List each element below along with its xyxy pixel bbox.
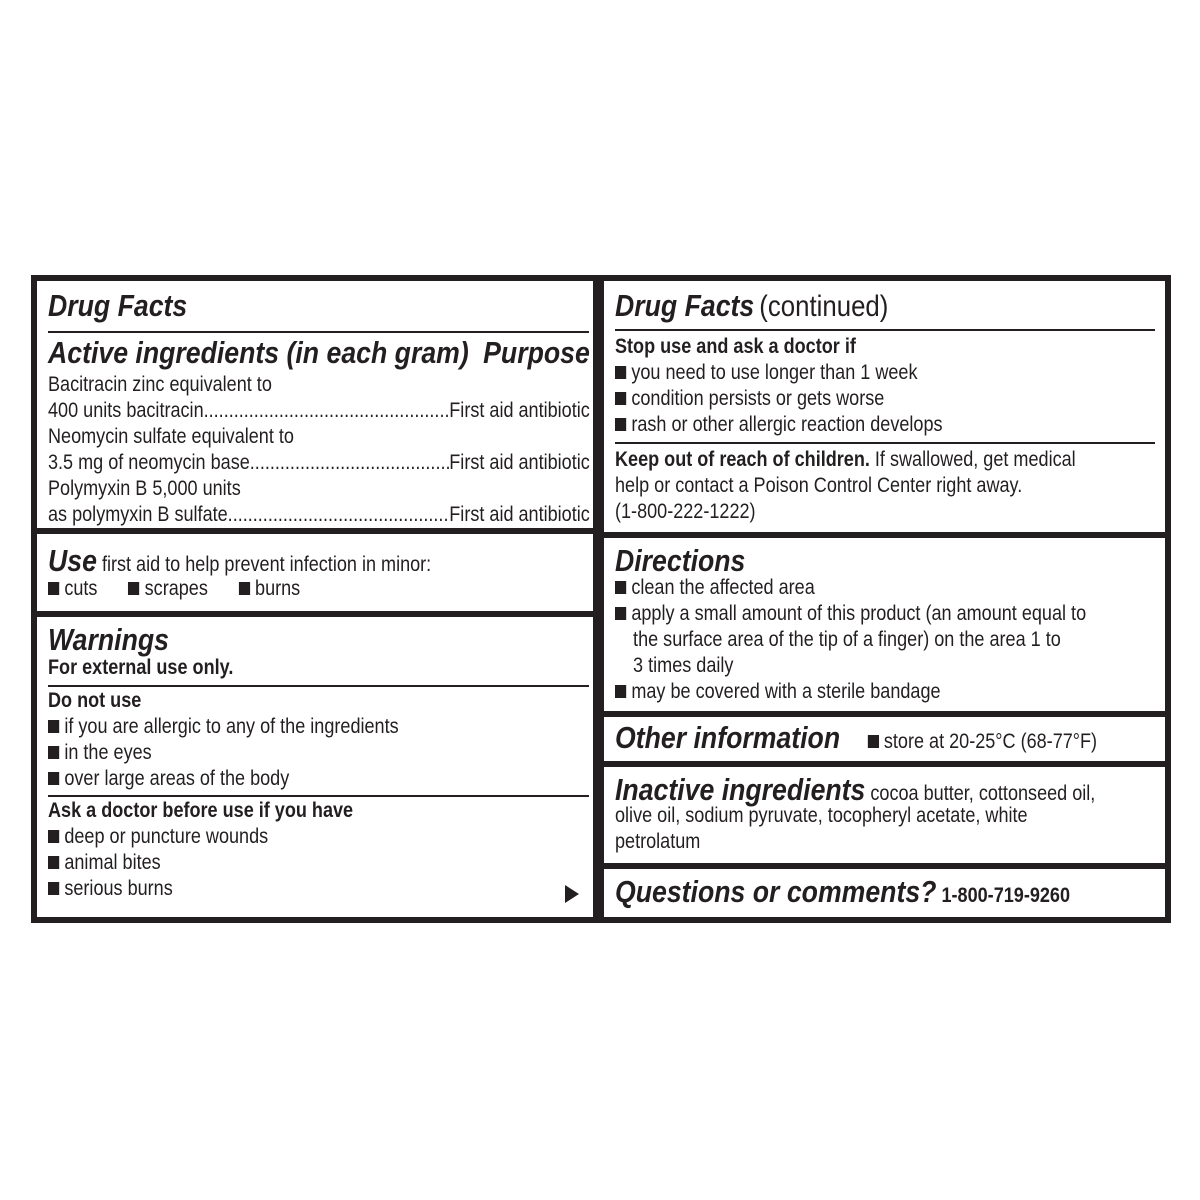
inactive-text: cocoa butter, cottonseed oil, [870,782,1096,805]
bullet-square-icon [128,582,139,595]
list-item: condition persists or gets worse [615,386,1157,412]
inactive-ingredients-heading: Inactive ingredients [615,772,866,807]
poison-control-phone: (1-800-222-1222) [615,500,756,523]
ingredient-row [48,398,590,424]
ingredient-line: Polymyxin B 5,000 units [48,477,241,500]
list-item: rash or other allergic reaction develops [615,412,1157,438]
directions-panel [604,538,1165,711]
other-info-panel [604,717,1165,761]
ask-doctor-heading: Ask a doctor before use if you have [48,799,354,822]
ingredient-purpose: First aid antibiotic [449,451,590,474]
directions-heading: Directions [615,543,746,578]
ingredient-amount: as polymyxin B sulfate [48,503,228,526]
list-item: apply a small amount of this product (an amount equal to the surface area of the tip of a finger) on the area 1 to 3 times daily [615,601,1157,679]
bullet-square-icon [48,772,59,785]
use-panel [37,534,593,611]
use-item: cuts [48,577,97,600]
stop-use-heading: Stop use and ask a doctor if [615,335,856,358]
use-item: scrapes [128,577,208,600]
bullet-square-icon [48,582,59,595]
list-item: you need to use longer than 1 week [615,360,1157,386]
bullet-square-icon [615,607,626,620]
inactive-ingredients-panel [604,767,1165,863]
divider [615,442,1155,444]
list-item: animal bites [48,850,590,876]
drug-facts-label [31,275,1171,923]
questions-phone: 1-800-719-9260 [941,884,1071,907]
active-ingredients-panel [37,281,593,528]
ingredient-line: Neomycin sulfate equivalent to [48,425,294,448]
other-info-heading: Other information [615,720,841,755]
list-item: clean the affected area [615,575,1157,601]
stop-use-panel [604,281,1165,532]
use-heading: Use [48,543,97,578]
bullet-square-icon [615,685,626,698]
warnings-panel [37,617,593,917]
continued-suffix: (continued) [759,290,889,323]
bullet-square-icon [48,830,59,843]
active-ingredients-heading: Active ingredients (in each gram) [48,335,469,370]
continued-arrow-icon [565,885,579,903]
ingredient-purpose: First aid antibiotic [449,399,590,422]
ingredient-list [48,372,590,528]
bullet-square-icon [615,366,626,379]
bullet-square-icon [239,582,250,595]
drug-facts-title: Drug Facts [48,288,188,323]
list-item: if you are allergic to any of the ingredients [48,714,590,740]
list-item: in the eyes [48,740,590,766]
use-text: first aid to help prevent infection in minor: [101,553,432,576]
ingredient-amount: 3.5 mg of neomycin base [48,451,250,474]
divider [48,331,589,333]
bullet-square-icon [48,746,59,759]
bullet-square-icon [615,392,626,405]
list-item: serious burns [48,876,590,902]
keep-out-heading: Keep out of reach of children. [615,448,870,471]
divider [48,685,589,687]
ingredient-row [48,450,590,476]
bullet-square-icon [48,856,59,869]
inactive-text: olive oil, sodium pyruvate, tocopheryl acetate, white [615,804,1028,827]
keep-out-text: help or contact a Poison Control Center right away. [615,474,1023,497]
divider [615,329,1155,331]
list-item: deep or puncture wounds [48,824,590,850]
inactive-text: petrolatum [615,830,701,853]
warnings-heading: Warnings [48,622,169,657]
keep-out-text: If swallowed, get medical [874,448,1076,471]
leader-dots [250,450,449,476]
bullet-square-icon [615,418,626,431]
list-item: over large areas of the body [48,766,590,792]
other-info-item: store at 20-25°C (68-77°F) [868,730,1098,753]
questions-heading: Questions or comments? [615,874,937,909]
use-item: burns [239,577,301,600]
ingredient-line: Bacitracin zinc equivalent to [48,373,272,396]
divider [48,795,589,797]
bullet-square-icon [48,720,59,733]
ingredient-row [48,502,590,528]
list-item: may be covered with a sterile bandage [615,679,1157,705]
do-not-use-heading: Do not use [48,689,142,712]
questions-panel [604,869,1165,917]
leader-dots [228,502,450,528]
bullet-square-icon [48,882,59,895]
ingredient-purpose: First aid antibiotic [449,503,590,526]
drug-facts-continued-title: Drug Facts [615,288,755,323]
purpose-heading: Purpose [483,335,590,370]
bullet-square-icon [615,581,626,594]
leader-dots [204,398,450,424]
ingredient-amount: 400 units bacitracin [48,399,204,422]
bullet-square-icon [868,735,879,748]
external-use-text: For external use only. [48,656,234,679]
